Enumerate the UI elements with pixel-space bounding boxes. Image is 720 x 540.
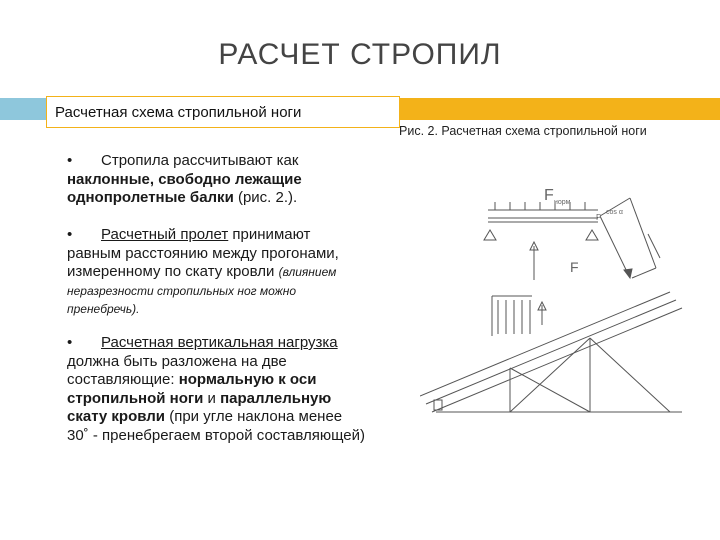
label-f-norm-sub: норм (554, 199, 571, 206)
bullet-3-text: должна быть разложена на две составляющие: (67, 352, 287, 388)
subheader-text: Расчетная схема стропильной ноги (55, 104, 302, 121)
bullet-marker: • (67, 334, 73, 351)
bullet-3-underlined: Расчетная вертикальная нагрузка (101, 334, 338, 351)
bullet-item-3 (67, 334, 367, 445)
bullet-2-underlined: Расчетный пролет (101, 226, 229, 243)
bullet-1-text: Стропила рассчитывают как (101, 152, 299, 169)
bullet-2-text: принимают равным расстоянию между прогонами, измеренному по скату кровли (67, 226, 339, 280)
load-diagram-2 (492, 296, 532, 336)
rafter-diagram (420, 150, 700, 430)
load-beam (484, 202, 598, 240)
bullet-marker: • (67, 152, 73, 169)
vertical-load-arrows (530, 242, 546, 325)
bullet-1-bold: наклонные, свободно лежащие однопролетные балки (67, 170, 302, 206)
bullet-1-tail: (рис. 2.). (233, 189, 298, 206)
bullet-marker: • (67, 226, 73, 243)
bullet-2-italic: (влиянием неразрезности стропильных ног можно пренебречь). (67, 265, 337, 316)
header-band-right (400, 98, 720, 120)
roof-truss (420, 292, 682, 412)
label-f-small: F (596, 213, 601, 222)
figure-caption: Рис. 2. Расчетная схема стропильной ноги (399, 124, 647, 138)
bullet-3-bold-2: параллельную скату кровли (67, 389, 332, 425)
bullet-3-bold-1: нормальную к оси стропильной ноги (67, 371, 317, 407)
bullet-3-text-3: (при угле наклона менее 30˚ - пренебрегаем второй составляющей) (67, 408, 365, 444)
label-f: F (570, 259, 579, 275)
section-subheader (46, 96, 400, 128)
label-f-alpha: cos α (606, 209, 623, 216)
header-band-left (0, 98, 46, 120)
bullet-3-text-2: и (203, 389, 221, 407)
diagram-labels (544, 187, 623, 275)
bullet-item-2 (67, 226, 367, 319)
label-f-norm: F (544, 187, 554, 204)
bullet-item-1 (67, 152, 367, 208)
slide-title: РАСЧЕТ СТРОПИЛ (218, 38, 502, 71)
